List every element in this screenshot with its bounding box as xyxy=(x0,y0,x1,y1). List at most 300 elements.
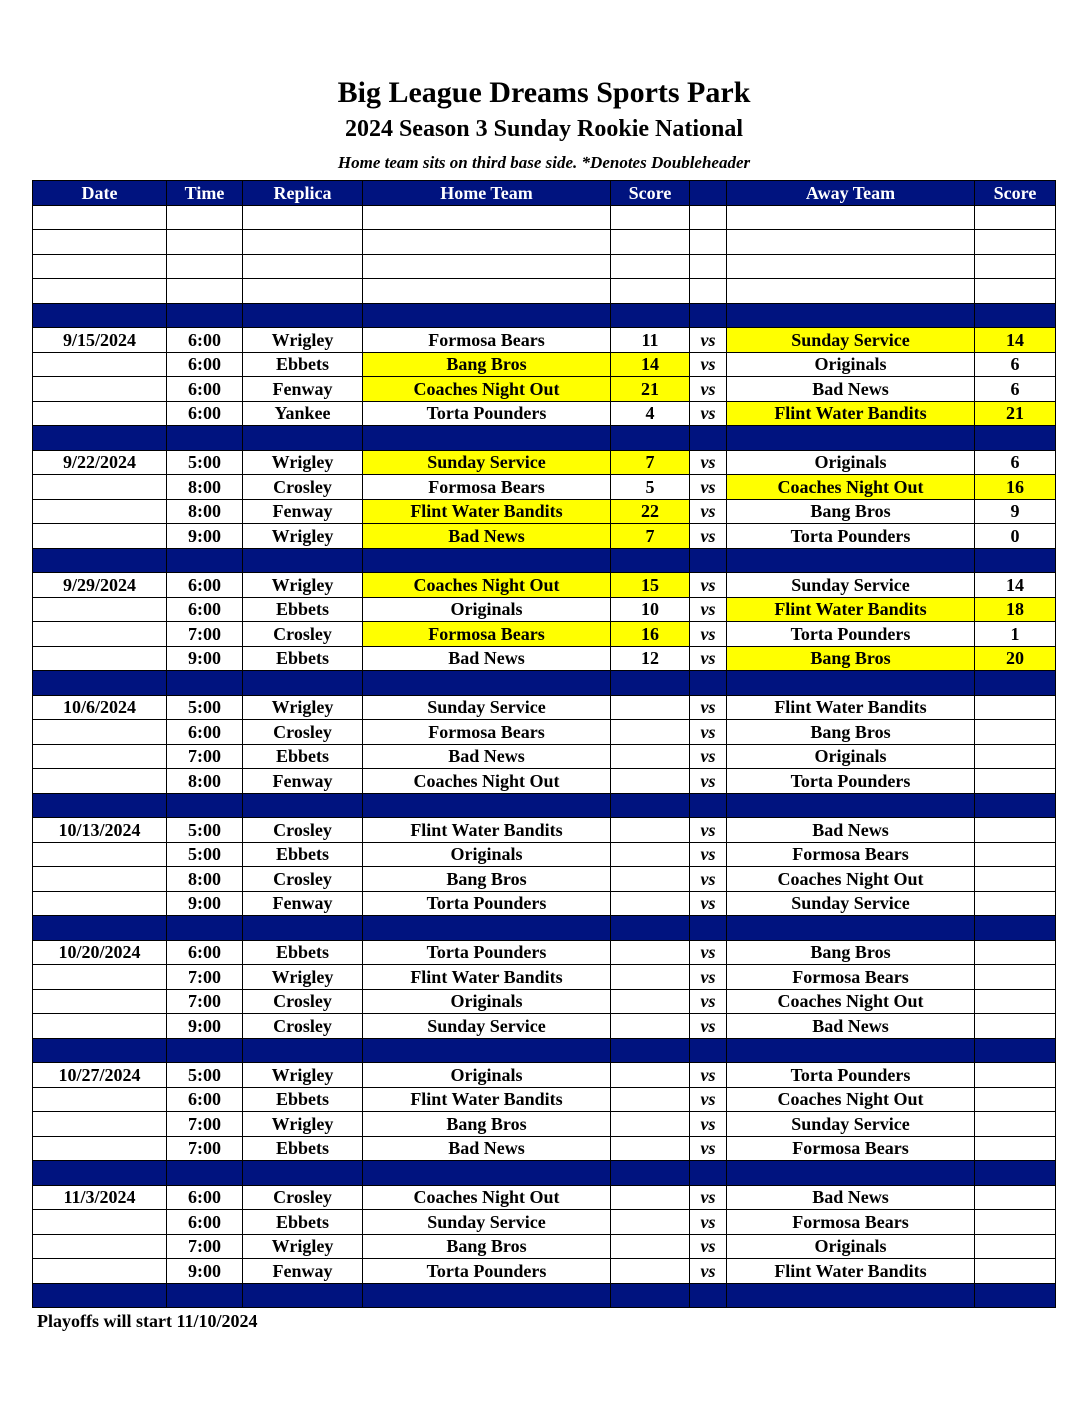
date-cell xyxy=(33,1234,167,1259)
time-cell: 7:00 xyxy=(167,965,243,990)
time-cell: 6:00 xyxy=(167,573,243,598)
blank-cell xyxy=(363,205,611,230)
home-team-cell: Bang Bros xyxy=(363,352,611,377)
blank-cell xyxy=(975,279,1056,304)
separator-cell xyxy=(243,793,363,818)
home-score-cell xyxy=(611,940,690,965)
away-team-cell: Flint Water Bandits xyxy=(727,1259,975,1284)
separator-cell xyxy=(243,548,363,573)
time-cell: 6:00 xyxy=(167,352,243,377)
blank-row xyxy=(33,279,1056,304)
away-score-cell xyxy=(975,1087,1056,1112)
away-score-cell: 21 xyxy=(975,401,1056,426)
separator-cell xyxy=(167,671,243,696)
separator-cell xyxy=(243,671,363,696)
home-score-cell: 11 xyxy=(611,328,690,353)
col-header-time: Time xyxy=(167,181,243,206)
blank-cell xyxy=(33,279,167,304)
away-team-cell: Formosa Bears xyxy=(727,1136,975,1161)
replica-cell: Crosley xyxy=(243,1014,363,1039)
game-row xyxy=(33,475,1056,500)
vs-cell: vs xyxy=(690,1063,727,1088)
home-team-cell: Formosa Bears xyxy=(363,328,611,353)
separator-cell xyxy=(975,671,1056,696)
game-row xyxy=(33,744,1056,769)
away-team-cell: Formosa Bears xyxy=(727,965,975,990)
home-team-cell: Bang Bros xyxy=(363,867,611,892)
away-team-cell: Torta Pounders xyxy=(727,622,975,647)
away-team-cell: Torta Pounders xyxy=(727,524,975,549)
separator-cell xyxy=(690,1283,727,1308)
blank-cell xyxy=(363,230,611,255)
away-score-cell: 9 xyxy=(975,499,1056,524)
separator-cell xyxy=(363,1038,611,1063)
blank-cell xyxy=(243,279,363,304)
game-row xyxy=(33,1259,1056,1284)
blank-cell xyxy=(363,254,611,279)
game-row xyxy=(33,769,1056,794)
separator-cell xyxy=(611,916,690,941)
time-cell: 5:00 xyxy=(167,695,243,720)
away-score-cell: 1 xyxy=(975,622,1056,647)
separator-cell xyxy=(690,671,727,696)
replica-cell: Ebbets xyxy=(243,842,363,867)
separator-cell xyxy=(243,303,363,328)
home-score-cell: 15 xyxy=(611,573,690,598)
away-team-cell: Coaches Night Out xyxy=(727,1087,975,1112)
home-score-cell: 10 xyxy=(611,597,690,622)
home-score-cell: 22 xyxy=(611,499,690,524)
game-row xyxy=(33,450,1056,475)
separator-cell xyxy=(243,1283,363,1308)
date-cell xyxy=(33,1112,167,1137)
away-team-cell: Originals xyxy=(727,1234,975,1259)
blank-cell xyxy=(611,230,690,255)
replica-cell: Crosley xyxy=(243,475,363,500)
vs-cell: vs xyxy=(690,499,727,524)
home-score-cell xyxy=(611,695,690,720)
blank-cell xyxy=(727,279,975,304)
blank-row xyxy=(33,254,1056,279)
home-team-cell: Originals xyxy=(363,1063,611,1088)
separator-row xyxy=(33,1283,1056,1308)
home-team-cell: Bang Bros xyxy=(363,1112,611,1137)
col-header-replica: Replica xyxy=(243,181,363,206)
separator-cell xyxy=(975,426,1056,451)
home-team-cell: Coaches Night Out xyxy=(363,573,611,598)
time-cell: 6:00 xyxy=(167,720,243,745)
date-cell xyxy=(33,475,167,500)
vs-cell: vs xyxy=(690,1136,727,1161)
season-subtitle: 2024 Season 3 Sunday Rookie National xyxy=(344,116,744,142)
replica-cell: Yankee xyxy=(243,401,363,426)
away-team-cell: Bad News xyxy=(727,1014,975,1039)
home-score-cell xyxy=(611,1087,690,1112)
time-cell: 9:00 xyxy=(167,524,243,549)
date-cell: 10/13/2024 xyxy=(33,818,167,843)
vs-cell: vs xyxy=(690,720,727,745)
blank-cell xyxy=(727,205,975,230)
separator-cell xyxy=(727,426,975,451)
vs-cell: vs xyxy=(690,940,727,965)
away-score-cell xyxy=(975,1185,1056,1210)
home-team-cell: Coaches Night Out xyxy=(363,1185,611,1210)
separator-cell xyxy=(363,916,611,941)
date-cell xyxy=(33,769,167,794)
separator-cell xyxy=(33,671,167,696)
separator-cell xyxy=(33,793,167,818)
home-score-cell xyxy=(611,1063,690,1088)
blank-cell xyxy=(243,254,363,279)
schedule-note: Home team sits on third base side. *Denotes Doubleheader xyxy=(337,153,751,172)
home-score-cell xyxy=(611,1185,690,1210)
separator-cell xyxy=(167,793,243,818)
date-cell xyxy=(33,1136,167,1161)
separator-cell xyxy=(611,548,690,573)
schedule-body xyxy=(33,205,1056,1308)
away-score-cell: 16 xyxy=(975,475,1056,500)
time-cell: 8:00 xyxy=(167,475,243,500)
home-score-cell: 7 xyxy=(611,450,690,475)
away-team-cell: Sunday Service xyxy=(727,573,975,598)
home-team-cell: Coaches Night Out xyxy=(363,377,611,402)
home-team-cell: Bad News xyxy=(363,524,611,549)
home-score-cell xyxy=(611,965,690,990)
time-cell: 7:00 xyxy=(167,1136,243,1161)
vs-cell: vs xyxy=(690,1259,727,1284)
replica-cell: Ebbets xyxy=(243,940,363,965)
separator-cell xyxy=(611,1038,690,1063)
vs-cell: vs xyxy=(690,695,727,720)
date-cell xyxy=(33,499,167,524)
separator-cell xyxy=(33,1038,167,1063)
away-score-cell xyxy=(975,744,1056,769)
away-score-cell xyxy=(975,818,1056,843)
vs-cell: vs xyxy=(690,818,727,843)
separator-cell xyxy=(727,1038,975,1063)
blank-cell xyxy=(690,279,727,304)
blank-cell xyxy=(727,254,975,279)
home-score-cell xyxy=(611,1234,690,1259)
home-score-cell xyxy=(611,1259,690,1284)
away-score-cell xyxy=(975,720,1056,745)
away-score-cell: 14 xyxy=(975,573,1056,598)
home-team-cell: Flint Water Bandits xyxy=(363,965,611,990)
vs-cell: vs xyxy=(690,1087,727,1112)
game-row xyxy=(33,1210,1056,1235)
away-score-cell xyxy=(975,867,1056,892)
replica-cell: Ebbets xyxy=(243,352,363,377)
vs-cell: vs xyxy=(690,401,727,426)
vs-cell: vs xyxy=(690,622,727,647)
separator-cell xyxy=(690,916,727,941)
time-cell: 9:00 xyxy=(167,1259,243,1284)
time-cell: 6:00 xyxy=(167,401,243,426)
separator-cell xyxy=(167,303,243,328)
time-cell: 9:00 xyxy=(167,646,243,671)
away-score-cell xyxy=(975,1014,1056,1039)
vs-cell: vs xyxy=(690,573,727,598)
time-cell: 5:00 xyxy=(167,1063,243,1088)
separator-cell xyxy=(975,793,1056,818)
separator-cell xyxy=(727,916,975,941)
game-row xyxy=(33,940,1056,965)
home-score-cell xyxy=(611,989,690,1014)
blank-cell xyxy=(975,254,1056,279)
schedule-table xyxy=(32,180,1056,1308)
home-score-cell: 5 xyxy=(611,475,690,500)
separator-cell xyxy=(167,1161,243,1186)
col-header-vs xyxy=(690,181,727,206)
home-team-cell: Originals xyxy=(363,597,611,622)
separator-cell xyxy=(690,548,727,573)
home-score-cell: 7 xyxy=(611,524,690,549)
separator-row xyxy=(33,793,1056,818)
separator-row xyxy=(33,1161,1056,1186)
vs-cell: vs xyxy=(690,450,727,475)
home-team-cell: Torta Pounders xyxy=(363,891,611,916)
separator-cell xyxy=(611,1161,690,1186)
time-cell: 5:00 xyxy=(167,450,243,475)
replica-cell: Ebbets xyxy=(243,1136,363,1161)
game-row xyxy=(33,646,1056,671)
away-team-cell: Flint Water Bandits xyxy=(727,695,975,720)
separator-row xyxy=(33,548,1056,573)
away-score-cell: 6 xyxy=(975,450,1056,475)
table-header-row xyxy=(33,181,1056,206)
blank-cell xyxy=(33,230,167,255)
away-team-cell: Sunday Service xyxy=(727,1112,975,1137)
col-header-away-score: Score xyxy=(975,181,1056,206)
away-team-cell: Formosa Bears xyxy=(727,1210,975,1235)
replica-cell: Crosley xyxy=(243,867,363,892)
date-cell: 10/20/2024 xyxy=(33,940,167,965)
blank-cell xyxy=(690,254,727,279)
replica-cell: Crosley xyxy=(243,818,363,843)
home-team-cell: Bang Bros xyxy=(363,1234,611,1259)
replica-cell: Crosley xyxy=(243,720,363,745)
blank-cell xyxy=(363,279,611,304)
away-team-cell: Formosa Bears xyxy=(727,842,975,867)
away-team-cell: Bang Bros xyxy=(727,499,975,524)
away-score-cell xyxy=(975,891,1056,916)
separator-cell xyxy=(243,426,363,451)
away-score-cell: 14 xyxy=(975,328,1056,353)
replica-cell: Ebbets xyxy=(243,1087,363,1112)
time-cell: 7:00 xyxy=(167,1112,243,1137)
blank-cell xyxy=(690,205,727,230)
date-cell xyxy=(33,1014,167,1039)
blank-cell xyxy=(33,254,167,279)
away-score-cell: 0 xyxy=(975,524,1056,549)
separator-cell xyxy=(363,1161,611,1186)
away-score-cell: 6 xyxy=(975,377,1056,402)
time-cell: 5:00 xyxy=(167,818,243,843)
home-team-cell: Originals xyxy=(363,989,611,1014)
vs-cell: vs xyxy=(690,524,727,549)
vs-cell: vs xyxy=(690,965,727,990)
home-score-cell: 12 xyxy=(611,646,690,671)
date-cell: 9/22/2024 xyxy=(33,450,167,475)
replica-cell: Crosley xyxy=(243,989,363,1014)
home-team-cell: Bad News xyxy=(363,1136,611,1161)
separator-cell xyxy=(33,1283,167,1308)
replica-cell: Ebbets xyxy=(243,744,363,769)
time-cell: 6:00 xyxy=(167,1210,243,1235)
home-team-cell: Torta Pounders xyxy=(363,401,611,426)
blank-cell xyxy=(167,230,243,255)
blank-cell xyxy=(975,230,1056,255)
separator-cell xyxy=(167,548,243,573)
home-team-cell: Coaches Night Out xyxy=(363,769,611,794)
separator-cell xyxy=(975,1038,1056,1063)
home-score-cell: 4 xyxy=(611,401,690,426)
vs-cell: vs xyxy=(690,1234,727,1259)
away-score-cell: 6 xyxy=(975,352,1056,377)
home-score-cell xyxy=(611,744,690,769)
away-team-cell: Coaches Night Out xyxy=(727,867,975,892)
home-score-cell xyxy=(611,1014,690,1039)
time-cell: 8:00 xyxy=(167,499,243,524)
home-team-cell: Originals xyxy=(363,842,611,867)
home-score-cell: 14 xyxy=(611,352,690,377)
date-cell xyxy=(33,377,167,402)
separator-cell xyxy=(363,548,611,573)
away-score-cell xyxy=(975,965,1056,990)
separator-cell xyxy=(33,1161,167,1186)
replica-cell: Wrigley xyxy=(243,965,363,990)
blank-cell xyxy=(975,205,1056,230)
home-team-cell: Flint Water Bandits xyxy=(363,499,611,524)
blank-cell xyxy=(167,205,243,230)
away-score-cell xyxy=(975,989,1056,1014)
time-cell: 6:00 xyxy=(167,377,243,402)
page-title: Big League Dreams Sports Park xyxy=(337,76,751,109)
separator-cell xyxy=(363,426,611,451)
replica-cell: Wrigley xyxy=(243,524,363,549)
away-team-cell: Bad News xyxy=(727,1185,975,1210)
away-team-cell: Coaches Night Out xyxy=(727,989,975,1014)
home-score-cell: 16 xyxy=(611,622,690,647)
replica-cell: Fenway xyxy=(243,499,363,524)
away-team-cell: Sunday Service xyxy=(727,891,975,916)
separator-cell xyxy=(975,1283,1056,1308)
separator-cell xyxy=(167,1283,243,1308)
vs-cell: vs xyxy=(690,1014,727,1039)
separator-cell xyxy=(690,303,727,328)
separator-cell xyxy=(363,793,611,818)
vs-cell: vs xyxy=(690,377,727,402)
separator-cell xyxy=(167,426,243,451)
date-cell xyxy=(33,720,167,745)
replica-cell: Wrigley xyxy=(243,1063,363,1088)
away-score-cell xyxy=(975,1210,1056,1235)
separator-cell xyxy=(243,916,363,941)
home-team-cell: Torta Pounders xyxy=(363,940,611,965)
home-team-cell: Sunday Service xyxy=(363,1014,611,1039)
separator-cell xyxy=(975,916,1056,941)
vs-cell: vs xyxy=(690,989,727,1014)
away-team-cell: Originals xyxy=(727,450,975,475)
blank-row xyxy=(33,205,1056,230)
date-cell xyxy=(33,1210,167,1235)
separator-cell xyxy=(363,671,611,696)
col-header-home-team: Home Team xyxy=(363,181,611,206)
separator-cell xyxy=(975,548,1056,573)
game-row xyxy=(33,891,1056,916)
time-cell: 9:00 xyxy=(167,891,243,916)
separator-cell xyxy=(727,793,975,818)
time-cell: 9:00 xyxy=(167,1014,243,1039)
game-row xyxy=(33,720,1056,745)
col-header-away-team: Away Team xyxy=(727,181,975,206)
away-team-cell: Flint Water Bandits xyxy=(727,597,975,622)
separator-cell xyxy=(33,426,167,451)
separator-cell xyxy=(243,1161,363,1186)
replica-cell: Wrigley xyxy=(243,328,363,353)
home-score-cell xyxy=(611,720,690,745)
home-score-cell xyxy=(611,891,690,916)
home-score-cell xyxy=(611,867,690,892)
date-cell xyxy=(33,891,167,916)
time-cell: 8:00 xyxy=(167,867,243,892)
game-row xyxy=(33,1112,1056,1137)
away-team-cell: Torta Pounders xyxy=(727,1063,975,1088)
vs-cell: vs xyxy=(690,1185,727,1210)
vs-cell: vs xyxy=(690,475,727,500)
away-team-cell: Bang Bros xyxy=(727,940,975,965)
replica-cell: Ebbets xyxy=(243,1210,363,1235)
col-header-date: Date xyxy=(33,181,167,206)
away-score-cell xyxy=(975,1234,1056,1259)
separator-cell xyxy=(167,1038,243,1063)
date-cell: 11/3/2024 xyxy=(33,1185,167,1210)
home-team-cell: Sunday Service xyxy=(363,450,611,475)
home-team-cell: Flint Water Bandits xyxy=(363,818,611,843)
blank-cell xyxy=(243,230,363,255)
separator-cell xyxy=(611,793,690,818)
blank-cell xyxy=(727,230,975,255)
separator-cell xyxy=(690,1161,727,1186)
separator-row xyxy=(33,426,1056,451)
game-row xyxy=(33,818,1056,843)
replica-cell: Wrigley xyxy=(243,695,363,720)
away-score-cell xyxy=(975,842,1056,867)
home-team-cell: Sunday Service xyxy=(363,695,611,720)
home-team-cell: Formosa Bears xyxy=(363,622,611,647)
game-row xyxy=(33,965,1056,990)
date-cell xyxy=(33,1087,167,1112)
time-cell: 7:00 xyxy=(167,744,243,769)
separator-cell xyxy=(611,671,690,696)
away-score-cell xyxy=(975,1136,1056,1161)
vs-cell: vs xyxy=(690,352,727,377)
away-score-cell xyxy=(975,940,1056,965)
game-row xyxy=(33,401,1056,426)
replica-cell: Wrigley xyxy=(243,450,363,475)
vs-cell: vs xyxy=(690,1210,727,1235)
blank-cell xyxy=(167,279,243,304)
replica-cell: Fenway xyxy=(243,891,363,916)
blank-row xyxy=(33,230,1056,255)
vs-cell: vs xyxy=(690,744,727,769)
away-team-cell: Coaches Night Out xyxy=(727,475,975,500)
separator-cell xyxy=(690,793,727,818)
blank-cell xyxy=(33,205,167,230)
home-team-cell: Torta Pounders xyxy=(363,1259,611,1284)
home-score-cell xyxy=(611,769,690,794)
vs-cell: vs xyxy=(690,328,727,353)
